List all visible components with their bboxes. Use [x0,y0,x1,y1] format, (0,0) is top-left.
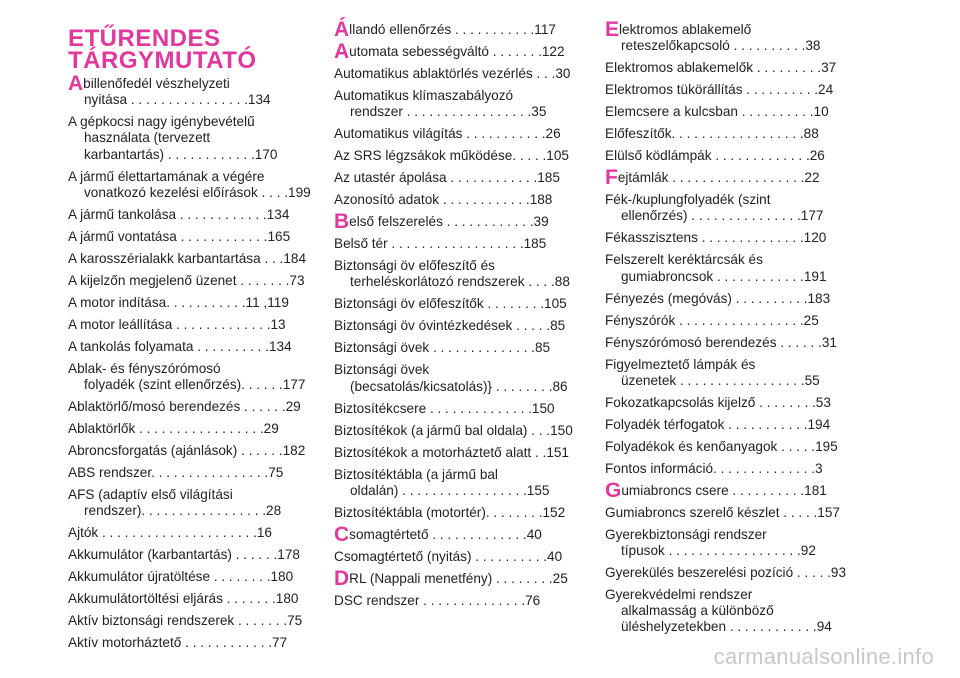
index-entry-text: Automatikus ablaktörlés vezérlés . . .30 [334,66,571,81]
index-entry-text: Fék-/kuplungfolyadék (szint [605,192,771,208]
index-entry-line [68,591,299,607]
index-entry-text: Gumiabroncs szerelő készlet . . . . .157 [605,504,840,520]
index-entry [605,252,827,284]
index-entry [68,272,305,289]
index-letter: B [334,210,350,234]
index-entry-line [68,317,286,333]
index-entry-line [68,147,286,163]
index-entry [68,421,286,437]
index-entry-line [605,104,829,120]
index-entry [334,192,552,208]
index-entry-line [605,268,827,285]
index-entry-line [605,373,823,389]
index-letter: A [334,40,350,63]
index-entry-text: Fényszórók . . . . . . . . . . . . . . . . .25 [605,312,819,328]
index-entry-line [605,461,823,477]
index-letter: D [334,566,350,590]
index-entry-text: Fényszórómosó berendezés . . . . . .31 [605,334,837,350]
index-entry-line [68,206,290,223]
index-entry [605,565,847,581]
index-entry-text: ellenőrzés) . . . . . . . . . . . . . . .177 [621,208,824,224]
index-entry-text: karbantartás) . . . . . . . . . . . .170 [84,146,278,162]
index-entry-text: Akkumulátor (karbantartás) . . . . . .178 [68,547,300,563]
index-entry [334,444,569,461]
index-entry-text: Azonosító adatok . . . . . . . . . . . .188 [334,192,553,208]
index-entry-line [68,272,305,289]
index-entry-line [68,92,286,108]
index-entry-text: Gyerekülés beszerelési pozíció . . . . .93 [605,565,847,581]
index-entry-text: Az SRS légzsákok működése. . . . .105 [334,148,569,164]
index-entry-line [605,148,823,164]
index-entry-line [334,88,552,104]
index-entry-line [605,290,831,307]
index-entry-line [334,422,573,439]
index-entry-line [334,504,566,521]
index-entry-line [334,274,570,290]
index-entry-text: RL (Nappali menetfény) . . . . . . . .25 [349,570,568,586]
index-entry-text: üzenetek . . . . . . . . . . . . . . . . .55 [621,372,820,388]
index-entry-line [334,593,552,609]
index-entry [68,250,307,267]
index-entry [68,591,299,607]
index-entry [605,478,827,502]
index-entry-line [68,547,300,563]
index-entry [605,192,823,224]
index-entry [68,72,286,108]
index-column-2 [334,18,573,615]
index-entry-text: típusok . . . . . . . . . . . . . . . . . .92 [621,543,816,559]
index-letter: G [605,478,622,502]
index-entry-line [68,503,286,519]
index-entry-text: Ablak- és fényszórómosó [68,360,221,376]
index-entry-text: Elemcsere a kulcsban . . . . . . . . . .10 [605,104,829,120]
index-entry [334,126,561,142]
index-entry [605,60,837,76]
index-entry [334,504,566,521]
index-entry-text: llandó ellenőrzés . . . . . . . . . . .117 [349,22,556,37]
index-entry-line [68,294,289,311]
index-entry-text: somagtértető . . . . . . . . . . . . .40 [349,526,542,542]
index-letter: A [68,72,84,95]
index-entry-line [605,208,823,224]
index-entry-text: Biztonsági öv előfeszítők . . . . . . . .105 [334,296,567,312]
index-entry-text: oldalán) . . . . . . . . . . . . . . . . .155 [350,482,550,498]
watermark: carmanualsonline.info [713,644,934,669]
index-entry-line [334,104,552,120]
index-entry-line [334,483,552,499]
index-entry-line [334,170,560,186]
index-entry [605,527,823,559]
index-entry-text: (becsatolás/kicsatolás)} . . . . . . . .86 [350,378,568,394]
index-entry [605,82,834,98]
index-entry-text: Biztosítéktábla (a jármű bal [334,466,498,482]
index-entry [68,635,286,651]
index-entry-text: Biztosítékcsere . . . . . . . . . . . . . .150 [334,400,555,416]
index-entry [334,40,565,63]
index-entry [68,443,306,459]
index-entry-text: nyitása . . . . . . . . . . . . . . . .134 [84,92,271,108]
index-entry-line [334,236,552,252]
index-entry [605,166,823,190]
index-entry-line [68,399,301,415]
index-entry-line [605,252,823,268]
index-entry-text: Biztonsági öv előfeszítő és [334,258,495,274]
index-entry-text: Ajtók . . . . . . . . . . . . . . . . . . . . .16 [68,525,272,541]
index-entry-line [605,60,837,76]
index-entry-line [605,38,823,54]
index-entry [334,148,569,164]
index-entry-text: Abroncsforgatás (ajánlások) . . . . . .182 [68,443,306,459]
index-entry [605,587,832,636]
index-entry-line [605,565,847,581]
index-entry-line [605,18,823,41]
index-entry-text: Elektromos ablakemelők . . . . . . . . .37 [605,60,837,76]
index-entry [334,362,568,394]
index-entry [605,461,823,477]
index-entry-text: A karosszérialakk karbantartása . . .184 [68,250,307,266]
index-entry-text: Ablaktörlők . . . . . . . . . . . . . . . . .29 [68,421,279,437]
index-entry [605,394,831,411]
index-entry-text: Aktív biztonsági rendszerek . . . . . . .75 [68,613,303,629]
index-entry [605,438,838,455]
index-entry-line [334,318,566,334]
index-entry [334,593,552,609]
index-entry [68,547,300,563]
index-entry-line [68,635,286,651]
index-entry [334,18,556,41]
index-entry-line [605,192,823,208]
index-entry-line [334,258,552,274]
index-entry-line [68,443,306,459]
index-entry [68,487,286,519]
index-entry [68,294,289,311]
index-entry [605,313,823,329]
index-entry-line [605,504,840,521]
index-entry-text: Fontos információ. . . . . . . . . . . . . .3 [605,460,823,476]
index-entry-line [605,334,837,351]
index-entry [334,88,552,120]
index-entry-line [605,543,823,559]
index-entry-text: Elülső ködlámpák . . . . . . . . . . . . .26 [605,148,825,164]
index-entry-text: A jármű vontatása . . . . . . . . . . . .165 [68,228,291,244]
index-entry-line [605,478,827,502]
index-entry-text: lektromos ablakemelő [619,22,752,37]
index-entry-line [334,148,569,164]
index-entry-line [68,613,303,629]
index-entry-text: Biztonsági övek . . . . . . . . . . . . . .85 [334,340,551,356]
index-entry-text: gumiabroncsok . . . . . . . . . . . .191 [621,268,827,284]
index-entry [605,230,827,246]
index-letter: Á [334,18,350,41]
index-entry-line [68,569,294,585]
index-entry-line [334,340,552,356]
index-entry [68,168,311,201]
index-entry-text: A jármű élettartamának a végére [68,168,265,184]
index-entry-text: billenőfedél vészhelyzeti [83,76,230,91]
index-entry-text: Biztosítékok a motorháztető alatt . .151 [334,444,569,460]
index-entry-text: Akkumulátor újratöltése . . . . . . . .180 [68,569,294,585]
index-entry [68,206,290,223]
index-entry [334,566,568,590]
index-entry-line [605,357,823,373]
index-entry-line [605,438,838,455]
index-entry-line [605,619,832,635]
index-entry-text: Biztosítékok (a jármű bal oldala) . . .150 [334,422,573,438]
index-entry-text: Elektromos tükörállítás . . . . . . . . . .24 [605,82,834,98]
index-entry-line [334,444,569,461]
index-entry-text: Folyadékok és kenőanyagok . . . . .195 [605,438,838,454]
index-entry-text: Biztonsági öv óvintézkedések . . . . .85 [334,318,566,334]
index-entry-line [334,522,552,546]
index-entry-line [334,362,552,378]
index-entry-line [68,250,307,267]
index-entry-line [68,361,286,377]
index-entry-text: Fokozatkapcsolás kijelző . . . . . . . .53 [605,394,831,410]
index-entry-text: umiabroncs csere . . . . . . . . . .181 [621,482,827,498]
index-entry-text: A motor leállítása . . . . . . . . . . . . .13 [68,316,286,332]
index-entry-line [68,228,291,245]
index-entry-text: ABS rendszer. . . . . . . . . . . . . . . .75 [68,465,284,481]
index-entry-text: Aktív motorháztető . . . . . . . . . . . .77 [68,635,288,651]
index-entry-text: Biztonsági övek [334,362,430,378]
index-title-line-1: ETŰRENDES [68,25,221,52]
index-entry [334,210,552,234]
index-entry-text: alkalmasság a különböző [621,603,774,619]
index-entry-text: DSC rendszer . . . . . . . . . . . . . .76 [334,592,541,608]
index-entry-text: Belső tér . . . . . . . . . . . . . . . . . .185 [334,236,547,252]
index-entry [605,126,823,142]
index-entry-line [68,130,286,146]
index-entry-text: reteszelőkapcsoló . . . . . . . . . .38 [621,38,821,54]
index-entry-text: A tankolás folyamata . . . . . . . . . .134 [68,338,292,354]
index-entry-line [605,126,823,142]
index-entry [68,569,294,585]
index-entry-line [68,465,286,481]
index-entry-line [68,169,286,185]
index-entry-line [334,126,561,142]
index-entry [605,334,837,351]
index-entry-line [334,566,568,590]
index-entry-text: Az utastér ápolása . . . . . . . . . . . .185 [334,170,560,186]
index-entry-text: Előfeszítők. . . . . . . . . . . . . . . . . .88 [605,126,819,142]
index-entry-text: Felszerelt keréktárcsák és [605,252,763,268]
index-entry-line [334,548,563,565]
index-entry [68,399,301,415]
index-entry-text: Akkumulátortöltési eljárás . . . . . . .180 [68,591,299,607]
index-entry-line [68,525,286,541]
index-entry-text: használata (tervezett [84,130,211,146]
index-entry [334,318,566,334]
index-entry-line [605,313,823,329]
index-entry-line [68,377,306,393]
index-entry-text: Ablaktörlő/mosó berendezés . . . . . .29 [68,399,301,415]
index-title-line-2: TÁRGYMUTATÓ [68,47,257,74]
index-entry-line [605,82,834,98]
index-entry [68,317,286,333]
index-entry-line [334,192,552,208]
index-entry [68,360,306,393]
index-entry [605,290,831,307]
index-entry-text: ejtámlák . . . . . . . . . . . . . . . . . .22 [617,170,820,186]
index-entry-text: vonatkozó kezelési előírások . . . .199 [84,184,311,200]
index-entry-line [334,400,555,417]
index-entry-line [605,603,823,619]
index-entry [605,416,831,433]
index-title [68,25,286,74]
index-entry [605,504,840,521]
index-entry-text: Folyadék térfogatok . . . . . . . . . . .194 [605,416,831,432]
index-entry-line [605,416,831,433]
index-entry-line [68,114,286,130]
index-entry-text: A motor indítása. . . . . . . . . . .11 ,119 [68,294,289,310]
index-column-3 [605,18,847,641]
index-entry-line [334,296,567,312]
index-entry-text: Biztosítéktábla (motortér). . . . . . . .152 [334,504,566,520]
index-entry-text: folyadék (szint ellenőrzés). . . . . .177 [84,377,306,393]
index-entry [68,228,291,245]
index-entry [334,66,571,82]
index-entry [68,525,286,541]
index-entry [68,465,286,481]
index-letter: E [605,18,620,41]
index-entry-text: AFS (adaptív első világítási [68,487,233,503]
index-entry-text: utomata sebességváltó . . . . . . .122 [349,44,565,59]
index-entry-text: rendszer). . . . . . . . . . . . . . . . .28 [84,503,282,519]
index-entry-text: A jármű tankolása . . . . . . . . . . . .134 [68,206,290,222]
index-entry-text: Gyerekvédelmi rendszer [605,587,753,603]
index-entry-text: Fényezés (megóvás) . . . . . . . . . .183 [605,290,831,306]
index-entry-text: rendszer . . . . . . . . . . . . . . . . .35 [350,104,547,120]
index-entry-line [605,587,823,603]
index-entry-line [68,72,286,95]
index-entry-text: A gépkocsi nagy igénybevételű [68,114,255,130]
index-entry [334,258,570,290]
index-entry [334,170,560,186]
index-entry-text: A kijelzőn megjelenő üzenet . . . . . . .73 [68,272,305,288]
index-entry-text: Fékasszisztens . . . . . . . . . . . . . .120 [605,230,827,246]
index-entry-line [605,527,823,543]
index-entry [68,114,286,163]
index-entry-text: Gyerekbiztonsági rendszer [605,526,767,542]
index-entry-line [68,487,286,503]
index-letter: C [334,522,350,546]
index-entry-line [334,210,552,234]
index-entry-text: üléshelyzetekben . . . . . . . . . . . .94 [621,619,832,635]
index-entry [605,18,823,54]
index-entry-line [334,467,552,483]
index-entry [334,236,552,252]
index-entry-line [334,66,571,82]
index-entry [334,522,552,546]
index-entry-line [68,184,311,201]
index-entry-text: terheléskorlátozó rendszerek . . . .88 [350,274,570,290]
index-entry-text: Automatikus klímaszabályozó [334,88,514,103]
index-entry [334,548,563,565]
index-column-1 [68,25,311,657]
index-entry-line [605,166,823,190]
index-entry-line [334,18,556,41]
index-entry-text: első felszerelés . . . . . . . . . . . .39 [349,214,549,230]
index-entry [605,104,829,120]
index-entry-line [605,230,827,246]
index-entry-line [334,40,565,63]
index-letter: F [605,166,618,190]
index-entry [334,422,573,439]
index-entry-text: Automatikus világítás . . . . . . . . . . .26 [334,126,561,142]
index-entry-text: Csomagtértető (nyitás) . . . . . . . . . .40 [334,548,563,564]
index-entry-line [334,378,568,395]
index-entry [334,400,555,417]
index-entry-line [605,394,831,411]
index-entry [334,340,552,356]
index-entry [334,296,567,312]
index-entry [605,148,823,164]
index-entry [605,357,823,389]
index-entry-line [68,338,292,355]
index-entry [68,613,303,629]
index-entry [68,338,292,355]
index-entry [334,467,552,499]
index-entry-text: Figyelmeztető lámpák és [605,356,756,372]
index-entry-line [68,421,286,437]
